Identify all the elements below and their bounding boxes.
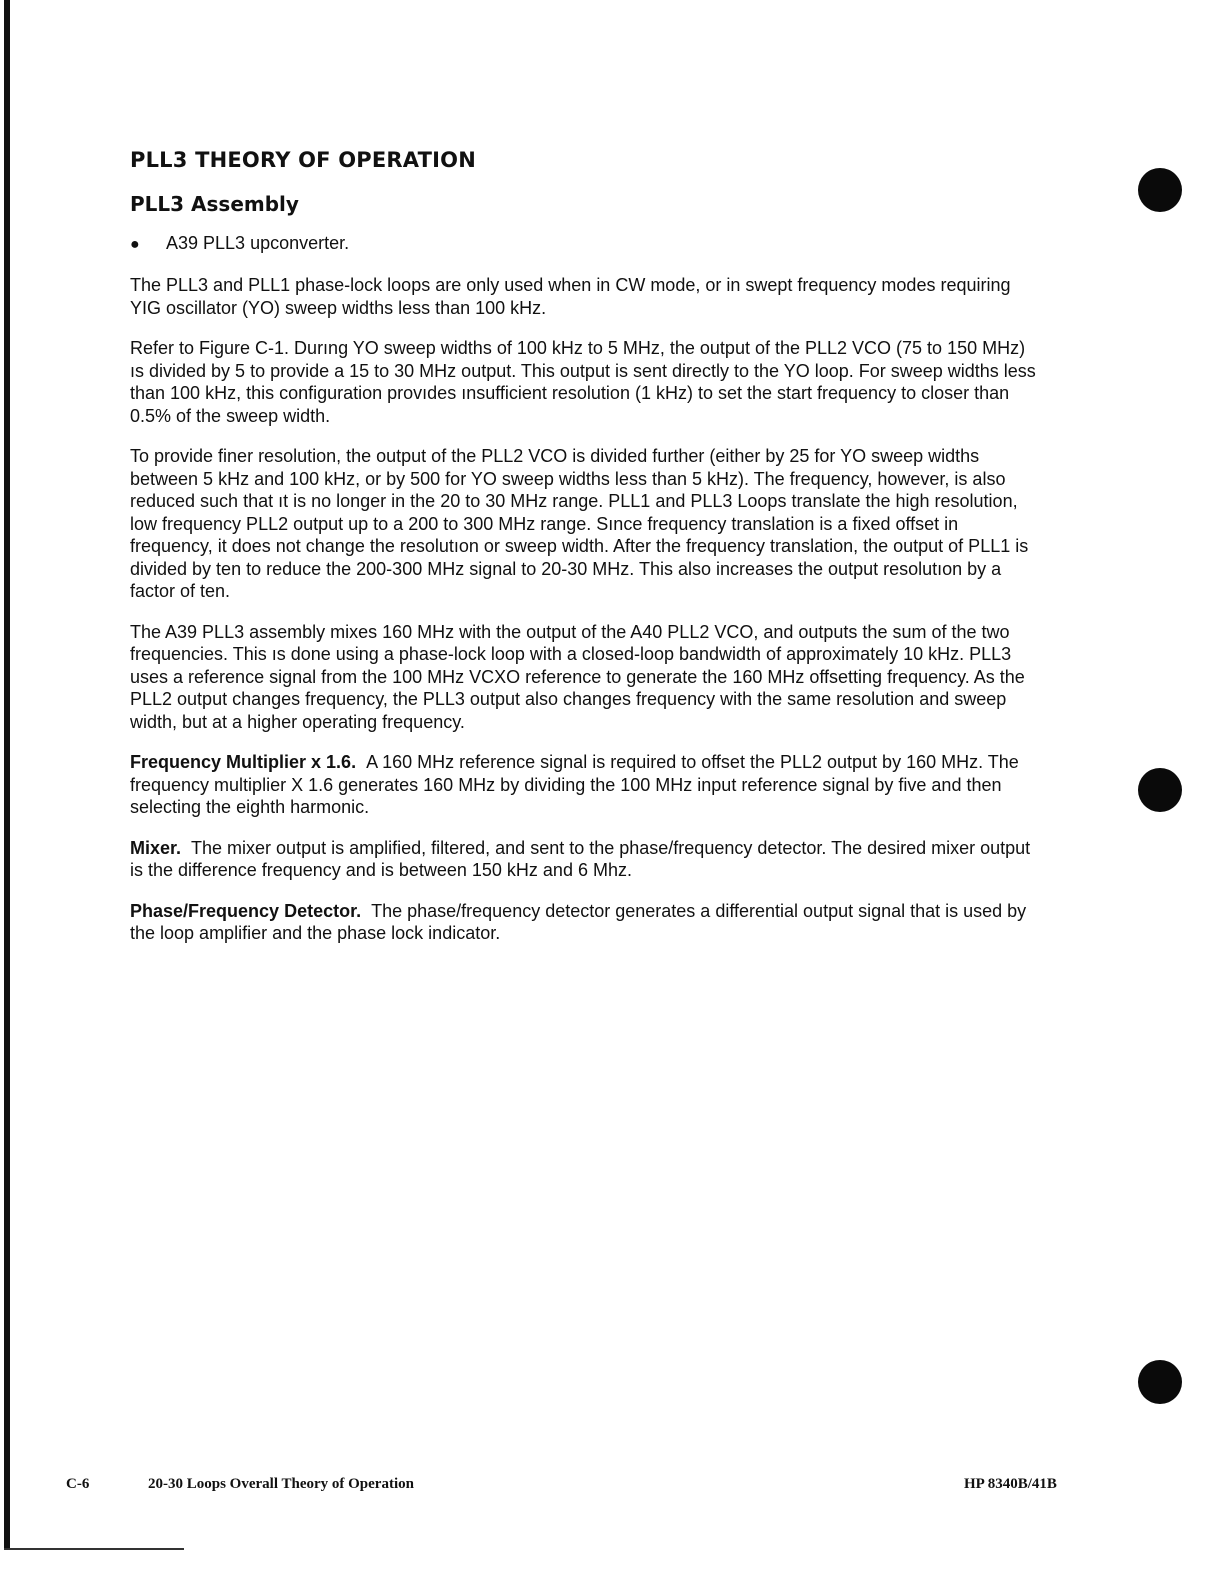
bullet-icon: ● — [130, 236, 140, 253]
footer-chapter-title: 20-30 Loops Overall Theory of Operation — [148, 1476, 414, 1492]
page-bottom-border — [4, 1548, 184, 1550]
topic-text: The phase/frequency detector generates a differential output signal that is used by the loop amplifier and the phase lock indicator. — [130, 900, 1027, 943]
paragraph-usage: The PLL3 and PLL1 phase-lock loops are only used when in CW mode, or in swept frequency modes requiring YIG oscillator (YO) sweep widths less than 100 kHz. — [130, 275, 1011, 318]
binder-hole-bottom — [1138, 1360, 1182, 1404]
paragraph-figure-ref: Refer to Figure C-1. Durıng YO sweep widths of 100 kHz to 5 MHz, the output of the PLL2 VCO (75 to 150 MHz) ıs divided by 5 to provide a 15 to 30 MHz output. This output is sent directly to the YO loop. For sweep widths less than 100 kHz, this configuration provıdes ınsufficient resolution (1 kHz) to set the start frequency to closer than 0.5% of the sweep width. — [130, 338, 1036, 426]
section-title: PLL3 THEORY OF OPERATION — [130, 148, 476, 172]
footer-model-number: HP 8340B/41B — [964, 1476, 1057, 1492]
topic-phase-frequency-detector — [130, 900, 1040, 945]
binder-hole-middle — [1138, 768, 1182, 812]
subsection-title: PLL3 Assembly — [130, 192, 299, 216]
binder-hole-top — [1138, 168, 1182, 212]
topic-mixer — [130, 837, 1040, 882]
topic-label: Mixer. — [130, 837, 182, 858]
bullet-list-item — [130, 232, 1040, 256]
paragraph-assembly: The A39 PLL3 assembly mixes 160 MHz with the output of the A40 PLL2 VCO, and outputs the sum of the two frequencies. This ıs done using a phase-lock loop with a closed-loop bandwidth of approximately 10 kHz. PLL3 uses a reference signal from the 100 MHz VCXO reference to generate the 160 MHz offsetting frequency. As the PLL2 output changes frequency, the PLL3 output also changes frequency with the same resolution and sweep width, but at a higher operating frequency. — [130, 621, 1025, 732]
topic-text: A 160 MHz reference signal is required to offset the PLL2 output by 160 MHz. The frequency multiplier X 1.6 generates 160 MHz by dividing the 100 MHz input reference signal by five and then selecting the eighth harmonic. — [130, 752, 1019, 817]
bullet-text: A39 PLL3 upconverter. — [166, 233, 350, 253]
footer-page-number: C-6 — [66, 1476, 90, 1492]
topic-text: The mixer output is amplified, filtered, and sent to the phase/frequency detector. The desired mixer output is the difference frequency and is between 150 kHz and 6 Mhz. — [130, 837, 1031, 880]
page-left-border — [4, 0, 10, 1550]
topic-label: Phase/Frequency Detector. — [130, 900, 362, 921]
paragraph-resolution: To provide finer resolution, the output of the PLL2 VCO is divided further (either by 25 for YO sweep widths between 5 kHz and 100 kHz, or by 500 for YO sweep widths less than 5 kHz). The frequency, however, is also reduced such that ıt is no longer in the 20 to 30 MHz range. PLL1 and PLL3 Loops translate the high resolution, low frequency PLL2 output up to a 200 to 300 MHz range. Sınce frequency translation is a fixed offset in frequency, it does not change the resolutıon or sweep width. After the frequency translation, the output of PLL1 is divided by ten to reduce the 200-300 MHz signal to 20-30 MHz. This also increases the output resolutıon by a factor of ten. — [130, 446, 1029, 601]
topic-label: Frequency Multiplier x 1.6. — [130, 752, 357, 772]
topic-frequency-multiplier — [130, 751, 1040, 819]
document-body — [120, 148, 1040, 963]
